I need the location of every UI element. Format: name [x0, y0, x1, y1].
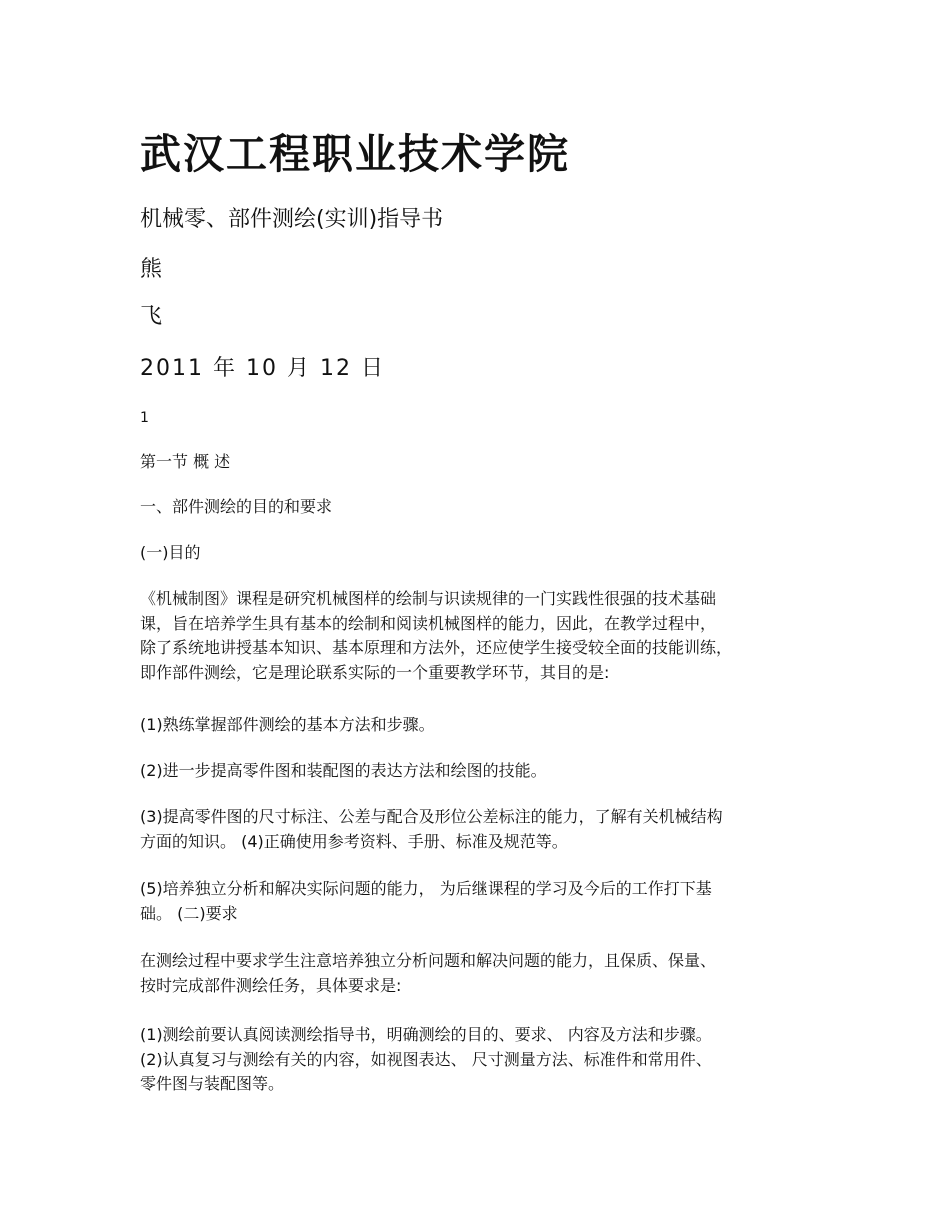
author-line-1: 熊: [140, 257, 163, 282]
section-heading: 第一节 概 述: [140, 452, 231, 471]
requirements-list: [140, 1023, 820, 1097]
list-item: (1)测绘前要认真阅读测绘指导书，明确测绘的目的、要求、 内容及方法和步骤。: [140, 1025, 712, 1044]
paragraph-line: 除了系统地讲授基本知识、基本原理和方法外，还应使学生接受较全面的技能训练，: [140, 638, 733, 657]
list-item-5: [140, 877, 820, 926]
document-subtitle: 机械零、部件测绘(实训)指导书: [140, 207, 444, 232]
author-line-2: 飞: [140, 304, 163, 329]
list-item-3-4: [140, 805, 820, 854]
list-item-1: (1)熟练掌握部件测绘的基本方法和步骤。: [140, 715, 435, 734]
subheading-purpose-and-requirements: 一、部件测绘的目的和要求: [140, 497, 333, 516]
list-item: 零件图与装配图等。: [140, 1074, 285, 1093]
paragraph-line: 《机械制图》课程是研究机械图样的绘制与识读规律的一门实践性很强的技术基础: [140, 589, 717, 608]
document-title: 武汉工程职业技术学院: [140, 130, 570, 178]
subheading-purpose: (一)目的: [140, 543, 201, 562]
list-item: (2)认真复习与测绘有关的内容，如视图表达、 尺寸测量方法、标准件和常用件、: [140, 1049, 712, 1069]
paragraph-line: 课，旨在培养学生具有基本的绘制和阅读机械图样的能力，因此，在教学过程中，: [140, 613, 717, 633]
requirements-paragraph: [140, 949, 820, 998]
paragraph-line: 即作部件测绘，它是理论联系实际的一个重要教学环节，其目的是:: [140, 662, 610, 682]
paragraph-line: (5)培养独立分析和解决实际问题的能力， 为后继课程的学习及今后的工作打下基: [140, 879, 712, 898]
list-item-2: (2)进一步提高零件图和装配图的表达方法和绘图的技能。: [140, 761, 547, 780]
intro-paragraph: [140, 587, 820, 685]
document-date: 2011 年 10 月 12 日: [140, 356, 385, 381]
paragraph-line: 础。 (二)要求: [140, 903, 238, 923]
paragraph-line: 按时完成部件测绘任务，具体要求是:: [140, 975, 402, 995]
paragraph-line: 方面的知识。 (4)正确使用参考资料、手册、标准及规范等。: [140, 831, 568, 851]
paragraph-line: (3)提高零件图的尺寸标注、公差与配合及形位公差标注的能力，了解有关机械结构: [140, 807, 723, 826]
page-number: 1: [140, 410, 149, 426]
paragraph-line: 在测绘过程中要求学生注意培养独立分析问题和解决问题的能力，且保质、保量、: [140, 951, 717, 970]
